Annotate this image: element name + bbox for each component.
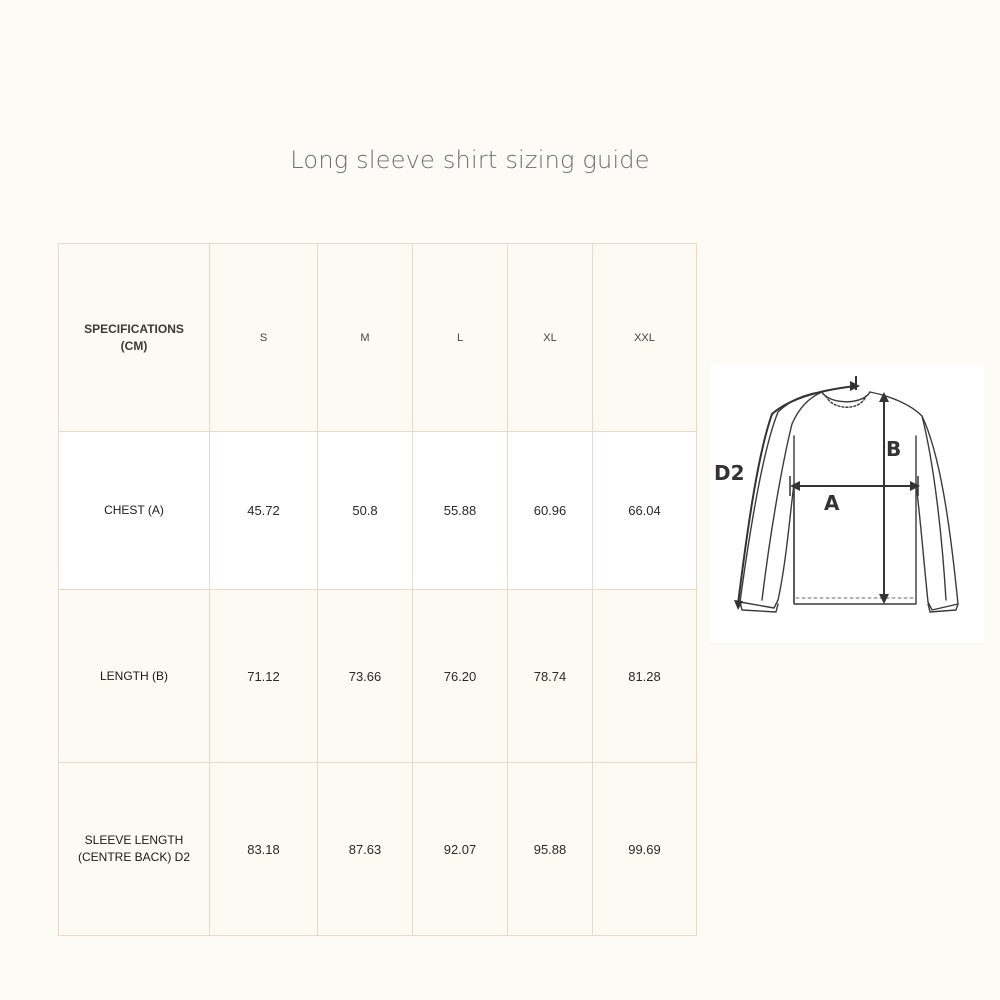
diagram-label-b: B (886, 437, 902, 461)
page-title: Long sleeve shirt sizing guide (290, 146, 650, 174)
table-row-chest (59, 432, 697, 590)
table-cell: 81.28 (593, 590, 697, 763)
specifications-header-line1: SPECIFICATIONS (84, 321, 184, 336)
table-cell: 99.69 (593, 763, 697, 936)
shirt-outline-icon (710, 364, 984, 642)
size-header-m: M (318, 244, 413, 432)
table-cell: 78.74 (508, 590, 593, 763)
specifications-header-line2: (CM) (120, 338, 148, 353)
table-cell: 73.66 (318, 590, 413, 763)
size-header-xxl: XXL (593, 244, 697, 432)
table-cell: 50.8 (318, 432, 413, 590)
shirt-measurement-diagram (710, 364, 984, 642)
table-cell: 87.63 (318, 763, 413, 936)
table-cell: 45.72 (210, 432, 318, 590)
table-cell: 92.07 (413, 763, 508, 936)
row-label-sleeve-length (59, 763, 210, 936)
table-cell: 95.88 (508, 763, 593, 936)
table-header-row (59, 244, 697, 432)
size-header-l: L (413, 244, 508, 432)
row-label-sleeve-length-line2: (CENTRE BACK) D2 (77, 850, 190, 864)
table-row-sleeve-length (59, 763, 697, 936)
row-label-chest-line1: CHEST (A) (104, 503, 164, 517)
table-cell: 55.88 (413, 432, 508, 590)
row-label-sleeve-length-line1: SLEEVE LENGTH (84, 833, 184, 847)
size-header-s: S (210, 244, 318, 432)
table-cell: 83.18 (210, 763, 318, 936)
table-cell: 71.12 (210, 590, 318, 763)
row-label-length-line1: LENGTH (B) (99, 668, 168, 683)
table-row-length (59, 590, 697, 763)
table-cell: 60.96 (508, 432, 593, 590)
specifications-header (59, 244, 210, 432)
diagram-label-a: A (824, 491, 840, 515)
diagram-label-d2: D2 (714, 461, 745, 485)
sizing-table (58, 243, 697, 936)
row-label-length (59, 590, 210, 763)
table-cell: 76.20 (413, 590, 508, 763)
table-cell: 66.04 (593, 432, 697, 590)
size-header-xl: XL (508, 244, 593, 432)
row-label-chest (59, 432, 210, 590)
